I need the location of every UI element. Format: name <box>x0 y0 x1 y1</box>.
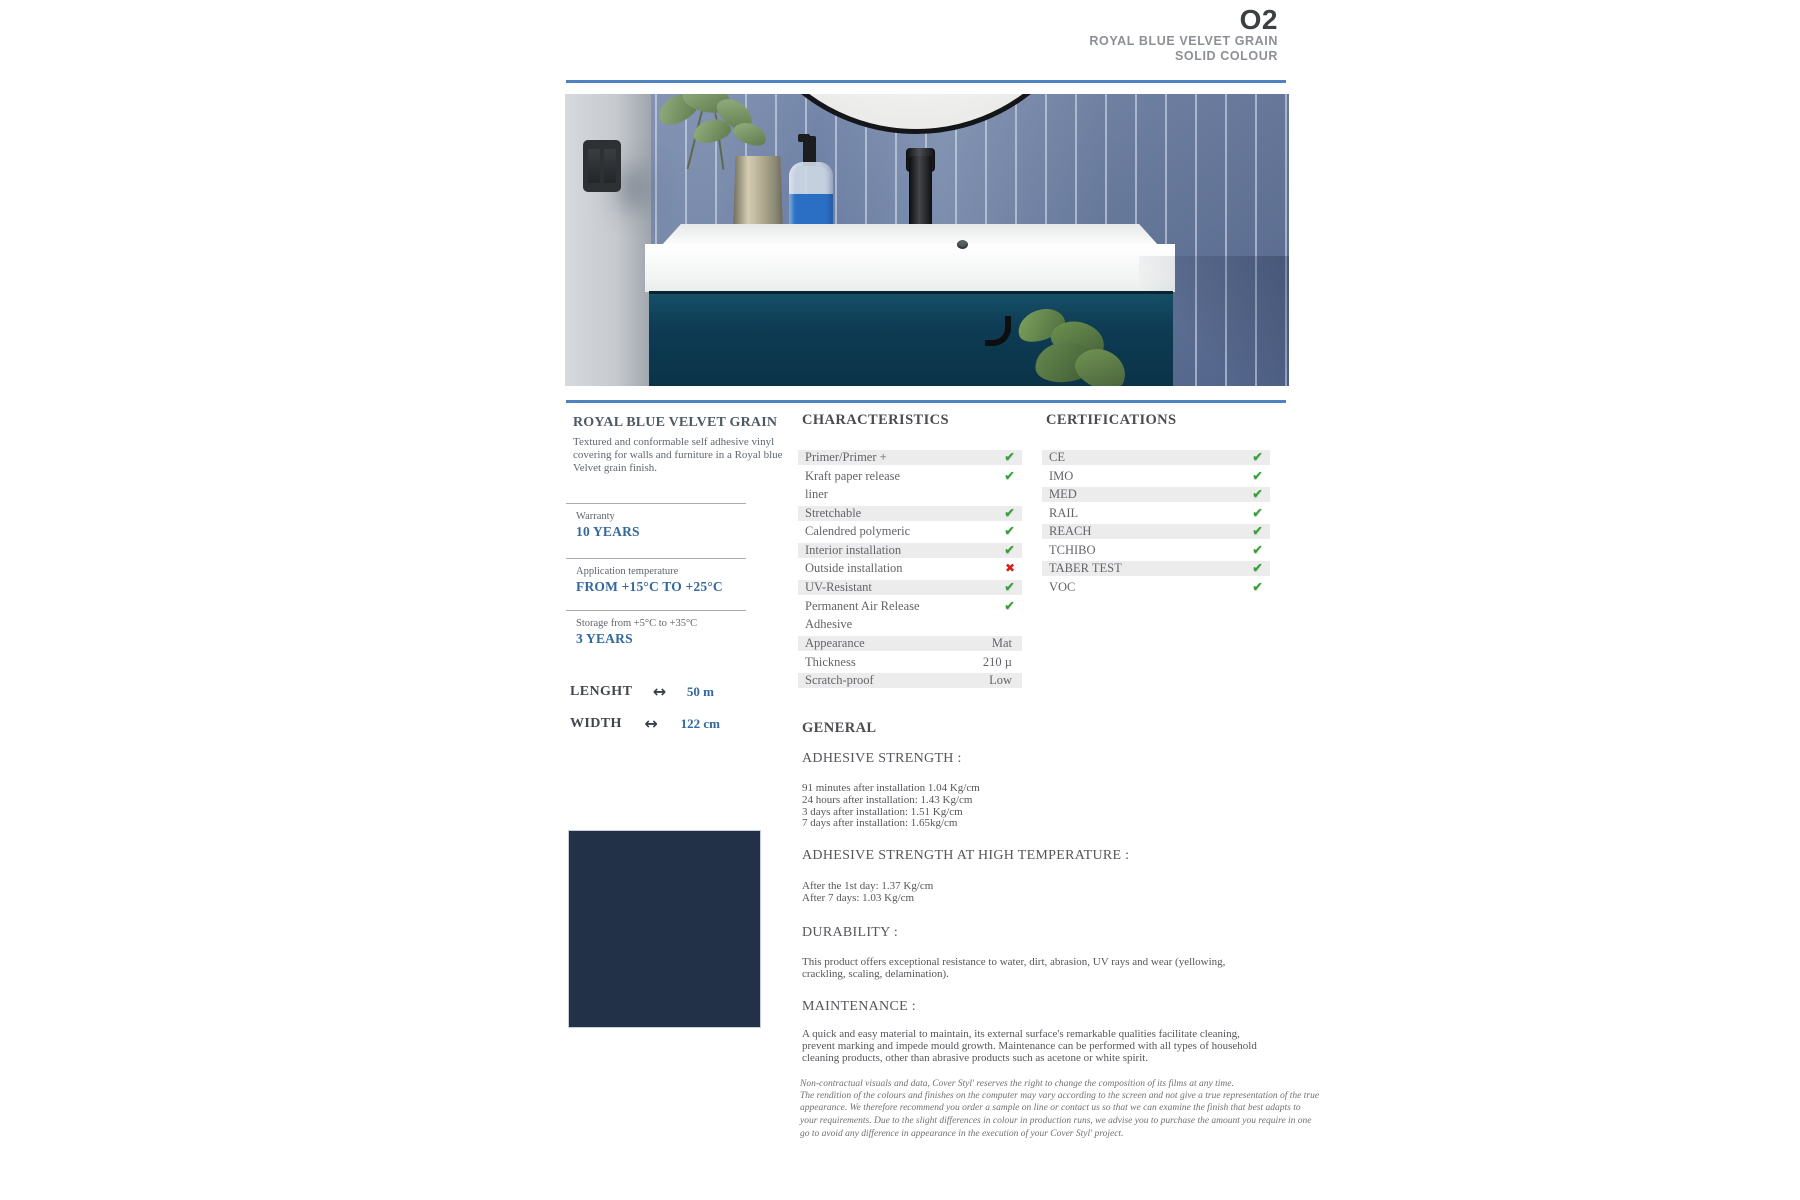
gray-wall <box>565 94 651 386</box>
table-row <box>1042 450 1270 465</box>
table-row <box>798 561 1022 576</box>
table-row <box>798 580 1022 595</box>
certifications-heading: CERTIFICATIONS <box>1046 412 1177 428</box>
row-label: TABER TEST <box>1049 561 1122 575</box>
header-block <box>1089 6 1278 64</box>
table-row <box>798 655 1022 670</box>
durability-lines: This product offers exceptional resistance to water, dirt, abrasion, UV rays and wear (yellowing, crackling, scaling, delamination). <box>802 956 1226 980</box>
row-label: RAIL <box>1049 505 1079 520</box>
product-code: O2 <box>1239 4 1278 35</box>
disclaimer: Non-contractual visuals and data, Cover Styl' reserves the right to change the composition of its films at any time. The rendition of the colours and finishes on the computer may vary according to the screen and not give a true representation of the true appearance. We therefore recommend you order a sample on line or contact us so that we can examine the finish that best adapts to your requirements. Due to the slight differences in colour in production runs, we advise you to purchase the amount you require in one <box>800 1079 1320 1126</box>
check-icon: ✔ <box>1252 561 1263 576</box>
characteristics-table <box>798 450 1022 692</box>
row-label: MED <box>1049 487 1077 501</box>
divider <box>566 610 746 611</box>
check-icon: ✔ <box>1004 450 1015 465</box>
table-row <box>798 543 1022 558</box>
check-icon: ✔ <box>1004 524 1015 539</box>
colour-swatch <box>568 830 761 1028</box>
table-row <box>798 636 1022 651</box>
storage-value: 3 YEARS <box>576 631 633 646</box>
header-product-name: ROYAL BLUE VELVET GRAIN <box>1089 34 1278 48</box>
application-temperature-label: Application temperature <box>576 566 679 577</box>
storage-label: Storage from +5°C to +35°C <box>576 618 698 629</box>
table-row <box>798 524 1022 539</box>
check-icon: ✔ <box>1004 542 1015 558</box>
row-label: IMO <box>1049 468 1074 483</box>
white-basin <box>661 224 1159 246</box>
characteristics-heading: CHARACTERISTICS <box>802 412 950 428</box>
round-mirror <box>731 94 1101 134</box>
row-label: UV-Resistant <box>805 580 872 594</box>
warranty-value: 10 YEARS <box>576 524 640 539</box>
check-icon: ✔ <box>1004 468 1015 484</box>
row-value: 210 µ <box>982 654 1012 669</box>
durability-title: DURABILITY : <box>802 925 899 940</box>
adhesive-strength-title: ADHESIVE STRENGTH : <box>802 751 962 766</box>
table-row <box>798 617 1022 632</box>
certifications-table <box>1042 450 1270 598</box>
cross-icon: ✖ <box>1004 561 1015 575</box>
divider <box>566 558 746 559</box>
length-value: 50 m <box>686 684 714 699</box>
row-value: Mat <box>991 636 1012 650</box>
row-label: Adhesive <box>805 617 853 631</box>
width-value: 122 cm <box>680 716 720 731</box>
warranty-label: Warranty <box>576 511 615 522</box>
row-label: Primer/Primer + <box>805 450 887 464</box>
top-rule <box>566 80 1286 83</box>
corner-shadow <box>1139 256 1289 386</box>
width-row <box>570 716 720 732</box>
double-arrow-icon: ↔ <box>644 714 658 733</box>
maintenance-lines: A quick and easy material to maintain, its external surface's remarkable qualities facilitate cleaning, prevent marking and impede mould growth. Maintenance can be performed with all types of household cleaning products, other than abrasive products such as acetone or white spirit. <box>802 1028 1257 1064</box>
check-icon: ✔ <box>1252 542 1263 558</box>
adhesive-strength-lines: 91 minutes after installation 1.04 Kg/cm 24 hours after installation: 1.43 Kg/cm 3 days after installation: 1.51 Kg/cm 7 days after installation: 1.65kg/cm <box>802 782 980 830</box>
disclaimer-final: go to avoid any difference in appearance in the execution of your Cover Styl' project. <box>800 1129 1124 1139</box>
row-label: Calendred polymeric <box>805 524 911 538</box>
table-row <box>1042 580 1270 595</box>
light-switch <box>583 140 621 192</box>
table-row <box>1042 543 1270 558</box>
table-row <box>798 487 1022 502</box>
header-product-type: SOLID COLOUR <box>1174 49 1278 63</box>
width-label: WIDTH <box>570 716 622 731</box>
bottom-rule <box>566 400 1286 403</box>
adhesive-high-temp-lines: After the 1st day: 1.37 Kg/cm After 7 days: 1.03 Kg/cm <box>802 880 934 904</box>
bathroom-photo <box>565 94 1289 386</box>
adhesive-high-temp-title: ADHESIVE STRENGTH AT HIGH TEMPERATURE : <box>802 848 1130 863</box>
row-label: CE <box>1049 450 1065 464</box>
maintenance-title: MAINTENANCE : <box>802 999 916 1014</box>
row-label: REACH <box>1049 524 1092 538</box>
check-icon: ✔ <box>1252 524 1263 539</box>
check-icon: ✔ <box>1004 580 1015 595</box>
row-label: Thickness <box>805 654 856 669</box>
gold-vase <box>733 156 783 234</box>
table-row <box>1042 487 1270 502</box>
row-label: TCHIBO <box>1049 542 1096 557</box>
row-label: Kraft paper release <box>805 468 901 483</box>
table-row <box>1042 506 1270 521</box>
check-icon: ✔ <box>1252 450 1263 465</box>
check-icon: ✔ <box>1252 468 1263 484</box>
row-label: Stretchable <box>805 505 862 520</box>
row-label: Interior installation <box>805 542 902 557</box>
table-row <box>798 673 1022 688</box>
row-label: Permanent Air Release <box>805 598 920 613</box>
overflow-drain <box>957 240 968 249</box>
length-row <box>570 684 714 700</box>
table-row <box>798 599 1022 614</box>
row-label: VOC <box>1049 579 1076 594</box>
table-row <box>1042 469 1270 484</box>
row-label: Outside installation <box>805 561 903 575</box>
row-value: Low <box>989 673 1012 687</box>
check-icon: ✔ <box>1252 505 1263 521</box>
row-label: liner <box>805 487 828 501</box>
table-row <box>798 450 1022 465</box>
check-icon: ✔ <box>1004 598 1015 614</box>
product-title: ROYAL BLUE VELVET GRAIN <box>573 415 778 430</box>
table-row <box>1042 561 1270 576</box>
product-description: Velvet grain finish. <box>573 462 658 474</box>
length-label: LENGHT <box>570 684 633 699</box>
divider <box>566 503 746 504</box>
check-icon: ✔ <box>1252 579 1263 595</box>
table-row <box>798 469 1022 484</box>
general-heading: GENERAL <box>802 720 877 736</box>
row-label: Appearance <box>805 636 865 650</box>
check-icon: ✔ <box>1004 505 1015 521</box>
check-icon: ✔ <box>1252 487 1263 502</box>
table-row <box>798 506 1022 521</box>
table-row <box>1042 524 1270 539</box>
row-label: Scratch-proof <box>805 673 874 687</box>
product-description: Textured and conformable self adhesive vinyl <box>573 436 775 448</box>
application-temperature-value: FROM +15°C TO +25°C <box>576 579 723 594</box>
double-arrow-icon: ↔ <box>652 682 667 701</box>
product-description: covering for walls and furniture in a Royal blue <box>573 449 783 461</box>
white-basin <box>645 244 1175 292</box>
